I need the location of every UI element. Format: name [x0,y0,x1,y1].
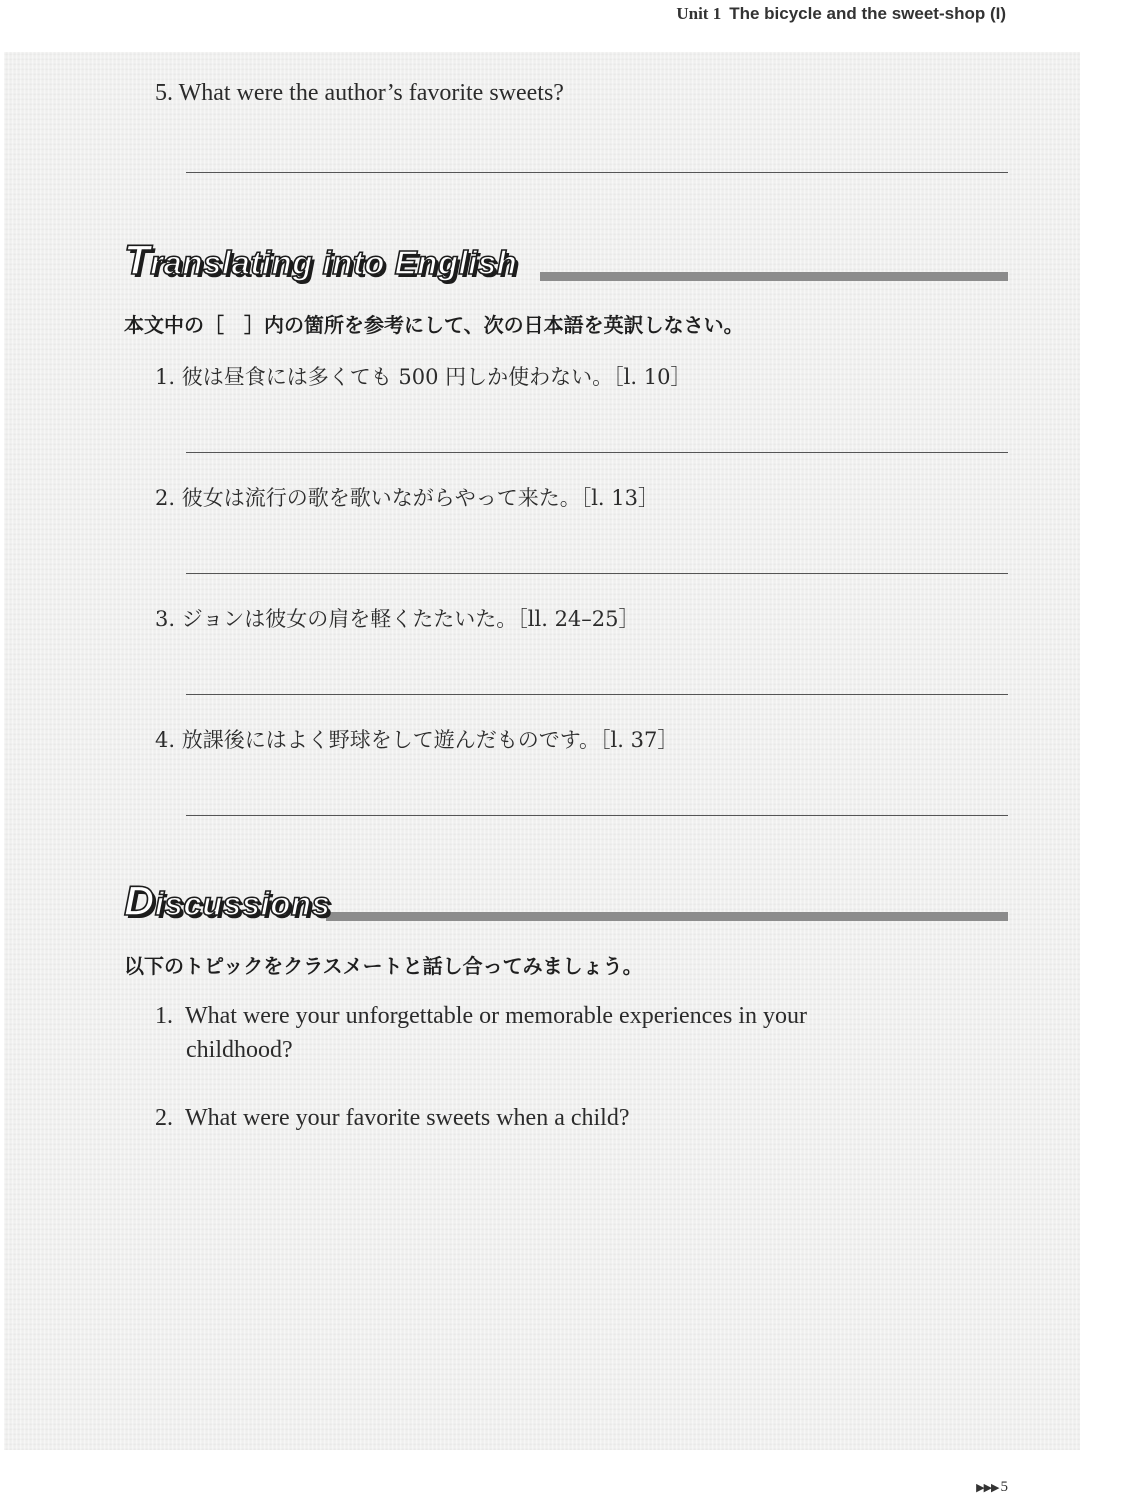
topic-text-continued: childhood? [186,1037,293,1063]
section-heading-translating [124,236,517,284]
unit-label: Unit 1 [676,4,722,23]
answer-line[interactable] [186,815,1008,816]
topic-number: 1. [155,1003,173,1029]
topic-text: What were your unforgettable or memorable experiences in your [185,1003,807,1029]
section-rule-translating [540,272,1008,281]
topic-text: What were your favorite sweets when a child? [185,1105,630,1131]
translating-instruction: 本文中の［ ］内の箇所を参考にして、次の日本語を英訳しなさい。 [124,313,744,337]
running-head [676,4,1006,24]
page-number: 5 [1000,1479,1008,1495]
heading-text: ranslating into English [150,244,518,281]
translation-item-2: 2. 彼女は流行の歌を歌いながらやって来た。［l. 13］ [155,486,659,510]
section-rule-discussions [326,912,1008,921]
page-footer [976,1479,1008,1496]
topic-number: 2. [155,1105,173,1131]
answer-line[interactable] [186,452,1008,453]
heading-initial: D [124,877,155,924]
section-heading-discussions [124,877,330,925]
translation-item-4: 4. 放課後にはよく野球をして遊んだものです。［l. 37］ [155,728,679,752]
answer-line[interactable] [186,573,1008,574]
arrow-icon: ▶▶▶ [976,1482,999,1494]
answer-line[interactable] [186,172,1008,173]
chapter-title: The bicycle and the sweet-shop (I) [729,4,1006,23]
translation-item-3: 3. ジョンは彼女の肩を軽くたたいた。［ll. 24–25］ [155,607,640,631]
translation-item-1: 1. 彼は昼食には多くても 500 円しか使わない。［l. 10］ [155,365,692,389]
discussion-topic-2 [155,1101,945,1135]
answer-line[interactable] [186,694,1008,695]
discussion-topic-1 [155,999,945,1067]
heading-text: iscussions [154,885,331,922]
discussions-instruction: 以下のトピックをクラスメートと話し合ってみましょう。 [124,954,643,978]
heading-initial: T [124,236,151,283]
comprehension-question-5: 5. What were the author’s favorite sweets? [155,80,564,106]
